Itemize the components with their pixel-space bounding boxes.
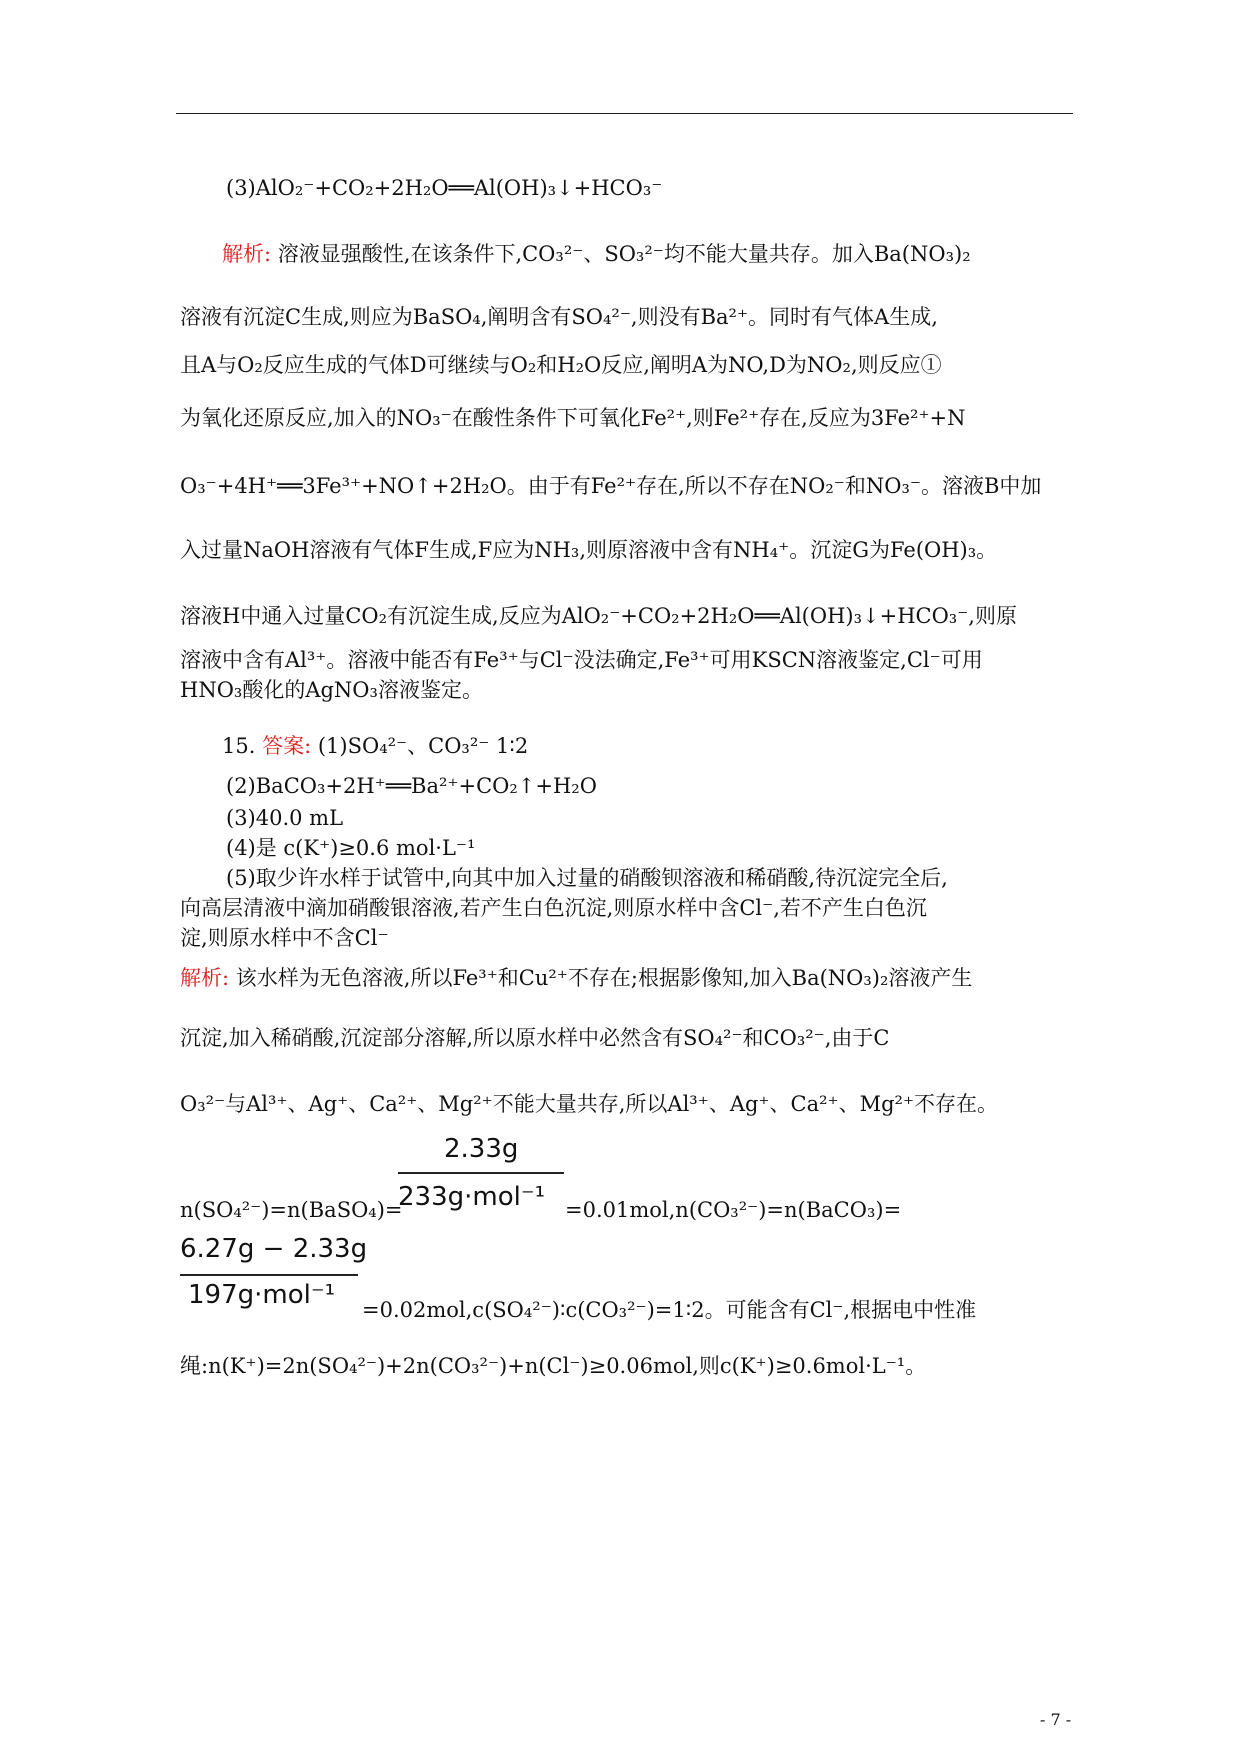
answer-1: (1)SO₄²⁻、CO₃²⁻ 1∶2: [317, 734, 529, 758]
answer-line-3: (3)AlO₂⁻+CO₂+2H₂O══Al(OH)₃↓+HCO₃⁻: [226, 176, 663, 200]
fraction-2-denominator: 197g·mol⁻¹: [188, 1280, 335, 1310]
analysis-text: 溶液显强酸性,在该条件下,CO₃²⁻、SO₃²⁻均不能大量共存。加入Ba(NO₃)₂: [277, 242, 971, 266]
answer-2: (2)BaCO₃+2H⁺══Ba²⁺+CO₂↑+H₂O: [226, 774, 597, 798]
analysis-paragraph-2-line-3: O₃²⁻与Al³⁺、Ag⁺、Ca²⁺、Mg²⁺不能大量共存,所以Al³⁺、Ag⁺、Ca²⁺、Mg²⁺不存在。: [180, 1092, 999, 1116]
fraction-1-denominator: 233g·mol⁻¹: [398, 1182, 545, 1212]
calc-line-1-right: =0.01mol,n(CO₃²⁻)=n(BaCO₃)=: [565, 1198, 902, 1222]
analysis-paragraph-1-line-3: 且A与O₂反应生成的气体D可继续与O₂和H₂O反应,阐明A为NO,D为NO₂,则反应①: [180, 353, 942, 377]
calc-line-1-left: n(SO₄²⁻)=n(BaSO₄)=: [180, 1198, 403, 1222]
analysis-text-2: 该水样为无色溶液,所以Fe³⁺和Cu²⁺不存在;根据影像知,加入Ba(NO₃)₂溶液产生: [235, 966, 973, 990]
answer-5-line-1: (5)取少许水样于试管中,向其中加入过量的硝酸钡溶液和稀硝酸,待沉淀完全后,: [226, 866, 948, 890]
answer-4: (4)是 c(K⁺)≥0.6 mol·L⁻¹: [226, 836, 476, 860]
analysis-paragraph-1-line-1: [222, 240, 1122, 268]
header-rule: [176, 113, 1073, 114]
analysis-paragraph-2-line-2: 沉淀,加入稀硝酸,沉淀部分溶解,所以原水样中必然含有SO₄²⁻和CO₃²⁻,由于C: [180, 1026, 890, 1050]
analysis-paragraph-1-line-4: 为氧化还原反应,加入的NO₃⁻在酸性条件下可氧化Fe²⁺,则Fe²⁺存在,反应为3Fe²⁺+N: [180, 406, 966, 430]
analysis-label: 解析:: [222, 242, 272, 266]
answer-label: 答案:: [262, 734, 312, 758]
calc-line-2-right: =0.02mol,c(SO₄²⁻)∶c(CO₃²⁻)=1∶2。可能含有Cl⁻,根据电中性准: [362, 1298, 977, 1322]
analysis-paragraph-2-line-1: [180, 964, 1080, 992]
fraction-2-numerator: 6.27g − 2.33g: [180, 1234, 368, 1264]
fraction-1-numerator: 2.33g: [444, 1134, 519, 1164]
analysis-paragraph-1-line-7: 溶液H中通入过量CO₂有沉淀生成,反应为AlO₂⁻+CO₂+2H₂O══Al(OH)₃↓+HCO₃⁻,则原: [180, 604, 1017, 628]
fraction-2-bar: [180, 1274, 358, 1276]
analysis-paragraph-1-line-8: 溶液中含有Al³⁺。溶液中能否有Fe³⁺与Cl⁻没法确定,Fe³⁺可用KSCN溶液鉴定,Cl⁻可用: [180, 648, 983, 672]
analysis-paragraph-1-line-2: 溶液有沉淀C生成,则应为BaSO₄,阐明含有SO₄²⁻,则没有Ba²⁺。同时有气体A生成,: [180, 305, 938, 329]
answer-5-line-2: 向高层清液中滴加硝酸银溶液,若产生白色沉淀,则原水样中含Cl⁻,若不产生白色沉: [180, 896, 927, 920]
question-15-answer-line-1: [222, 732, 1122, 760]
analysis-paragraph-1-line-9: HNO₃酸化的AgNO₃溶液鉴定。: [180, 678, 483, 702]
page-number: - 7 -: [1040, 1710, 1072, 1729]
analysis-paragraph-1-line-5: O₃⁻+4H⁺══3Fe³⁺+NO↑+2H₂O。由于有Fe²⁺存在,所以不存在NO₂⁻和NO₃⁻。溶液B中加: [180, 474, 1042, 498]
answer-3: (3)40.0 mL: [226, 806, 344, 830]
analysis-paragraph-1-line-6: 入过量NaOH溶液有气体F生成,F应为NH₃,则原溶液中含有NH₄⁺。沉淀G为Fe(OH)₃。: [180, 538, 998, 562]
answer-5-line-3: 淀,则原水样中不含Cl⁻: [180, 926, 389, 950]
analysis-label-2: 解析:: [180, 966, 230, 990]
fraction-1-bar: [398, 1172, 564, 1174]
calc-line-3: 绳:n(K⁺)=2n(SO₄²⁻)+2n(CO₃²⁻)+n(Cl⁻)≥0.06mol,则c(K⁺)≥0.6mol·L⁻¹。: [180, 1354, 927, 1378]
question-number: 15.: [222, 734, 256, 758]
